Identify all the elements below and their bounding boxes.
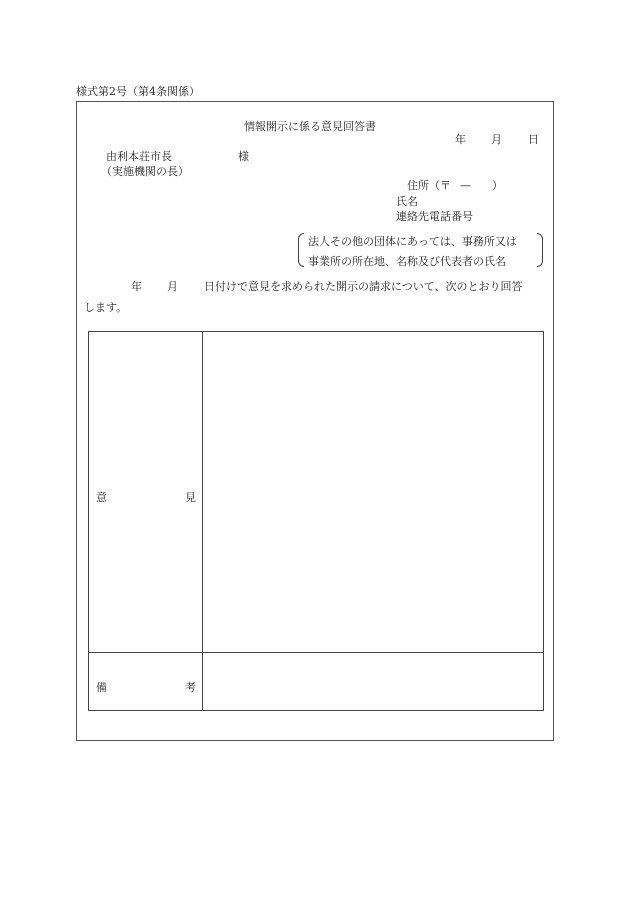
- right-brace: [537, 233, 543, 267]
- postal-dash: —: [460, 179, 471, 192]
- date-month: 月: [491, 133, 502, 146]
- body-line1: 日付けで意見を求められた開示の請求について、次のとおり回答: [204, 280, 523, 293]
- form-number: 様式第2号（第4条関係）: [76, 85, 200, 98]
- body-year: 年: [131, 280, 142, 293]
- body-month: 月: [167, 280, 178, 293]
- opinion-label-right: 見: [185, 491, 196, 504]
- opinion-table: [88, 331, 544, 711]
- remarks-label-cell: [89, 653, 203, 711]
- addressee-name: 由利本荘市長: [106, 150, 172, 163]
- remarks-label-right: 考: [185, 680, 196, 694]
- date-year: 年: [455, 133, 466, 146]
- addressee-honorific: 様: [238, 150, 249, 163]
- phone-label: 連絡先電話番号: [396, 210, 473, 223]
- opinion-label-left: 意: [96, 491, 107, 504]
- body-line2: します。: [84, 301, 128, 314]
- address-close: ）: [492, 179, 503, 192]
- left-brace: [298, 233, 304, 267]
- opinion-input-cell[interactable]: [203, 332, 544, 653]
- corporate-note-line2: 事業所の所在地、名称及び代表者の氏名: [308, 255, 506, 268]
- addressee-note: （実施機関の長）: [101, 165, 189, 178]
- form-title: 情報開示に係る意見回答書: [244, 120, 376, 133]
- date-day: 日: [528, 133, 539, 146]
- remarks-label-left: 備: [96, 680, 107, 694]
- opinion-label-cell: [89, 332, 203, 653]
- remarks-input-cell[interactable]: [203, 653, 544, 711]
- name-label: 氏名: [396, 195, 418, 208]
- corporate-note-line1: 法人その他の団体にあっては、事務所又は: [308, 235, 517, 248]
- address-label: 住所（〒: [407, 179, 451, 192]
